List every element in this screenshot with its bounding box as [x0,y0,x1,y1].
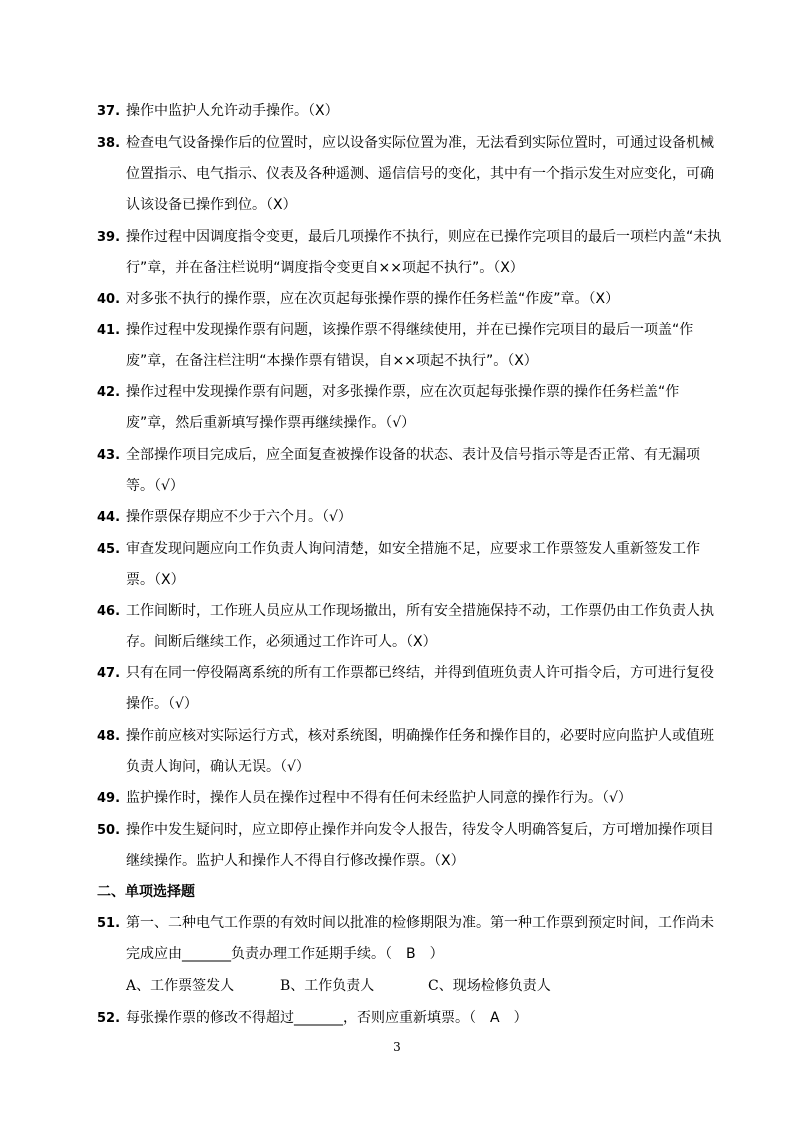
question-number: 38. [97,136,121,151]
section-heading: 二、单项选择题 [97,884,195,900]
question-37 [97,96,727,127]
question-44 [97,502,727,533]
question-number: 50. [97,823,121,838]
question-text: 检查电气设备操作后的位置时，应以设备实际位置为准，无法看到实际位置时，可通过设备机械位置指示、电气指示、仪表及各种遥测、遥信信号的变化，其中有一个指示发生对应变化，可确认该设备已操作到位。（X） [126,135,714,213]
question-45 [97,534,727,596]
question-38 [97,128,727,221]
question-40 [97,284,727,315]
question-47 [97,658,727,720]
question-48 [97,721,727,783]
question-number: 51. [97,916,121,931]
question-text: 操作中监护人允许动手操作。（X） [126,103,339,119]
page-number: 3 [393,1040,401,1054]
question-text: 操作前应核对实际运行方式，核对系统图，明确操作任务和操作目的，必要时应向监护人或值班负责人询问，确认无误。（√） [126,728,714,775]
question-text: 工作间断时，工作班人员应从工作现场撤出，所有安全措施保持不动，工作票仍由工作负责人执存。间断后继续工作，必须通过工作许可人。（X） [126,603,714,650]
question-43 [97,440,727,502]
question-39 [97,222,727,284]
question-51-options [126,971,551,1002]
question-text: 对多张不执行的操作票，应在次页起每张操作票的操作任务栏盖“作废”章。（X） [126,291,620,307]
question-51 [97,908,727,970]
question-49 [97,783,727,814]
question-number: 46. [97,604,121,619]
question-text: 操作票保存期应不少于六个月。（√） [126,509,352,525]
question-number: 52. [97,1011,121,1026]
question-number: 44. [97,510,121,525]
question-number: 47. [97,666,121,681]
question-text: 操作过程中发现操作票有问题，该操作票不得继续使用，并在已操作完项目的最后一项盖“作废”章，在备注栏注明“本操作票有错误，自××项起不执行”。（X） [126,322,694,369]
question-text: 第一、二种电气工作票的有效时间以批准的检修期限为准。第一种工作票到预定时间，工作尚未完成应由_______负责办理工作延期手续。（ B ） [126,915,714,962]
question-number: 37. [97,104,121,119]
question-number: 45. [97,542,121,557]
question-text: 操作过程中发现操作票有问题，对多张操作票，应在次页起每张操作票的操作任务栏盖“作废”章，然后重新填写操作票再继续操作。（√） [126,384,680,431]
question-text: 只有在同一停役隔离系统的所有工作票都已终结，并得到值班负责人许可指令后，方可进行复役操作。（√） [126,665,714,712]
option-c: C、现场检修负责人 [428,978,551,994]
question-text: 操作过程中因调度指令变更，最后几项操作不执行，则应在已操作完项目的最后一项栏内盖“未执行”章，并在备注栏说明“调度指令变更自××项起不执行”。（X） [126,229,722,276]
option-b: B、工作负责人 [280,978,375,994]
question-number: 48. [97,729,121,744]
option-a: A、工作票签发人 [126,978,235,994]
question-50 [97,815,727,877]
question-42 [97,377,727,439]
question-text: 全部操作项目完成后，应全面复查被操作设备的状态、表计及信号指示等是否正常、有无漏项等。（√） [126,447,700,494]
question-number: 41. [97,323,121,338]
question-46 [97,596,727,658]
question-number: 40. [97,292,121,307]
question-number: 39. [97,230,121,245]
question-text: 监护操作时，操作人员在操作过程中不得有任何未经监护人同意的操作行为。（√） [126,790,632,806]
question-52 [97,1003,727,1034]
question-41 [97,315,727,377]
question-number: 42. [97,385,121,400]
question-text: 每张操作票的修改不得超过_______，否则应重新填票。（ A ） [126,1010,528,1026]
question-text: 操作中发生疑问时，应立即停止操作并向发令人报告，待发令人明确答复后，方可增加操作项目继续操作。监护人和操作人不得自行修改操作票。（X） [126,822,714,869]
question-number: 49. [97,791,121,806]
question-text: 审查发现问题应向工作负责人询问清楚，如安全措施不足，应要求工作票签发人重新签发工作票。（X） [126,541,700,588]
question-number: 43. [97,448,121,463]
